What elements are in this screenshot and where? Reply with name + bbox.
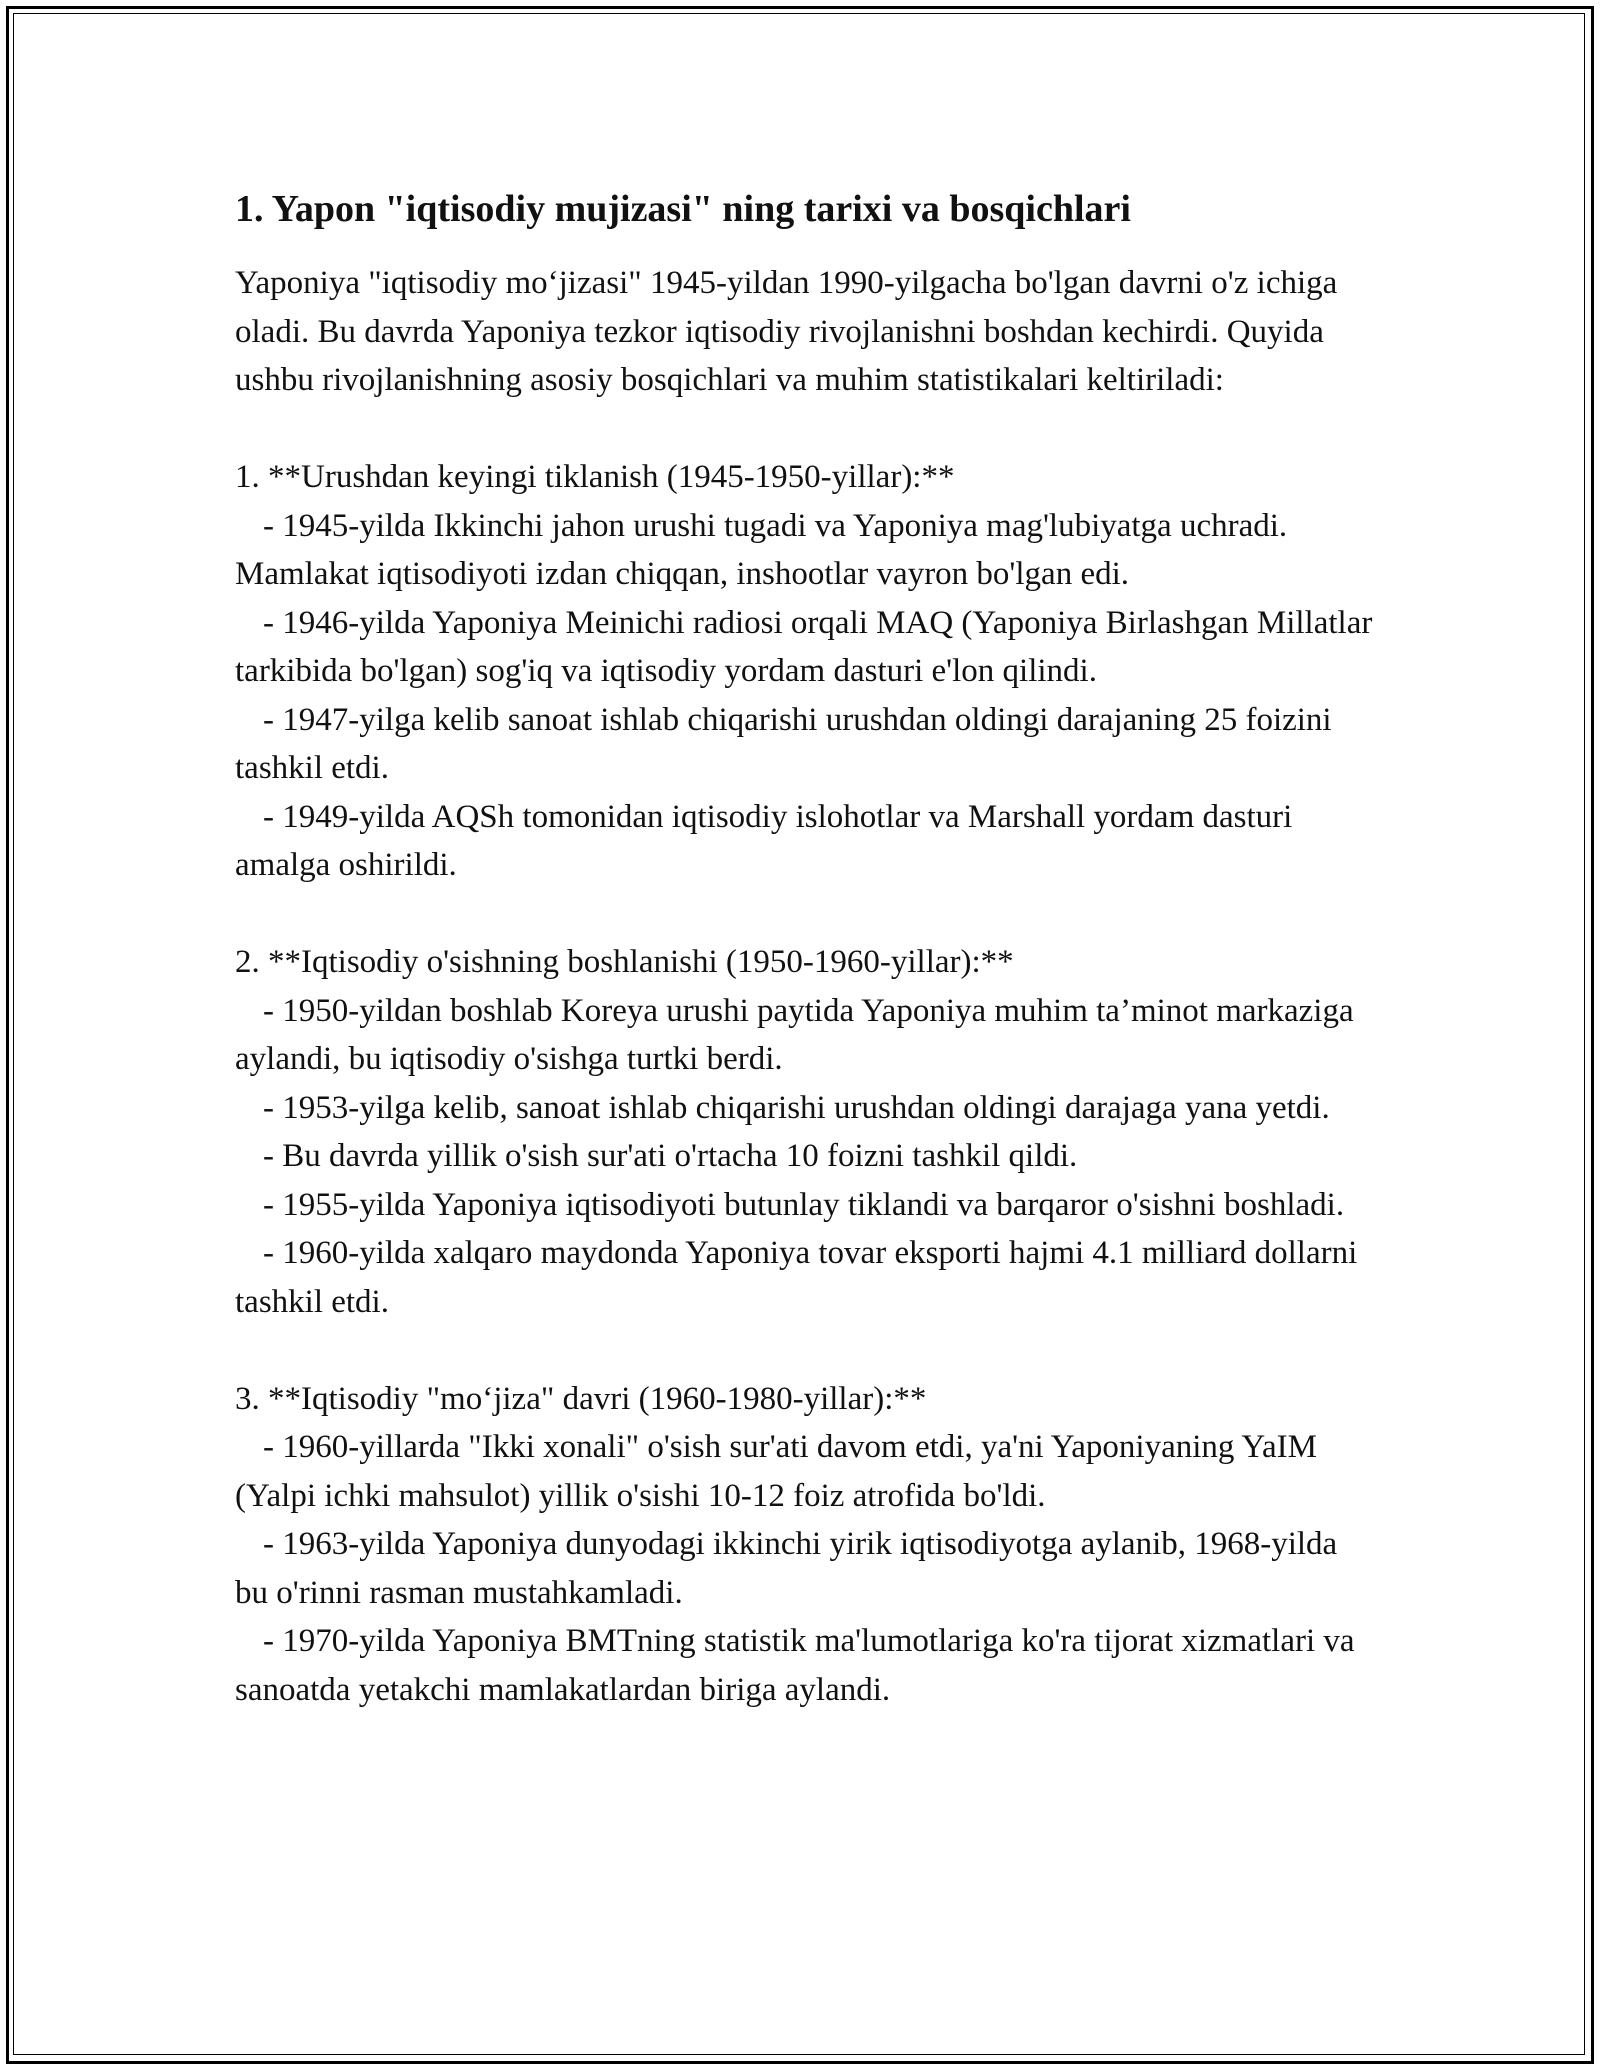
section-miracle-period (235, 1375, 1375, 1715)
list-item: - 1950-yildan boshlab Koreya urushi paytida Yaponiya muhim ta’minot markaziga aylandi, bu iqtisodiy o'sishga turtki berdi. (235, 992, 1354, 1077)
list-item: - 1955-yilda Yaponiya iqtisodiyoti butunlay tiklandi va barqaror o'sishni boshladi. (263, 1186, 1345, 1223)
section-growth-beginning (235, 938, 1375, 1326)
list-item: - 1945-yilda Ikkinchi jahon urushi tugadi va Yaponiya mag'lubiyatga uchradi. Mamlakat iqtisodiyoti izdan chiqqan, inshootlar vayron bo'lgan edi. (235, 507, 1288, 592)
section-heading: 3. **Iqtisodiy "mo‘jiza" davri (1960-1980-yillar):** (235, 1380, 927, 1417)
document-body (235, 185, 1375, 1714)
intro-paragraph: Yaponiya "iqtisodiy mo‘jizasi" 1945-yildan 1990-yilgacha bo'lgan davrni o'z ichiga oladi. Bu davrda Yaponiya tezkor iqtisodiy rivojlanishni boshdan kechirdi. Quyida ushbu rivojlanishning asosiy bosqichlari va muhim statistikalari keltiriladi: (235, 265, 1338, 398)
list-item: - Bu davrda yillik o'sish sur'ati o'rtacha 10 foizni tashkil qildi. (263, 1138, 1078, 1174)
section-heading: 2. **Iqtisodiy o'sishning boshlanishi (1950-1960-yillar):** (235, 944, 1014, 980)
list-item: - 1949-yilda AQSh tomonidan iqtisodiy islohotlar va Marshall yordam dasturi amalga oshirildi. (235, 798, 1293, 883)
list-item: - 1953-yilga kelib, sanoat ishlab chiqarishi urushdan oldingi darajaga yana yetdi. (263, 1089, 1330, 1126)
section-heading: 1. **Urushdan keyingi tiklanish (1945-1950-yillar):** (235, 459, 955, 495)
list-item: - 1960-yillarda "Ikki xonali" o'sish sur'ati davom etdi, ya'ni Yaponiyaning YaIM (Yalpi ichki mahsulot) yillik o'sishi 10-12 foiz atrofida bo'ldi. (235, 1429, 1317, 1514)
list-item: - 1946-yilda Yaponiya Meinichi radiosi orqali MAQ (Yaponiya Birlashgan Millatlar tarkibida bo'lgan) sog'iq va iqtisodiy yordam dasturi e'lon qilindi. (235, 604, 1373, 689)
section-postwar-recovery (235, 453, 1375, 890)
list-item: - 1970-yilda Yaponiya BMTning statistik ma'lumotlariga ko'ra tijorat xizmatlari va sanoatda yetakchi mamlakatlardan biriga aylandi. (235, 1623, 1355, 1708)
list-item: - 1963-yilda Yaponiya dunyodagi ikkinchi yirik iqtisodiyotga aylanib, 1968-yilda bu o'rinni rasman mustahkamladi. (235, 1526, 1338, 1611)
document-title: 1. Yapon "iqtisodiy mujizasi" ning tarixi va bosqichlari (235, 188, 1131, 230)
list-item: - 1947-yilga kelib sanoat ishlab chiqarishi urushdan oldingi darajaning 25 foizini tashkil etdi. (235, 701, 1332, 786)
list-item: - 1960-yilda xalqaro maydonda Yaponiya tovar eksporti hajmi 4.1 milliard dollarni tashkil etdi. (235, 1235, 1358, 1320)
